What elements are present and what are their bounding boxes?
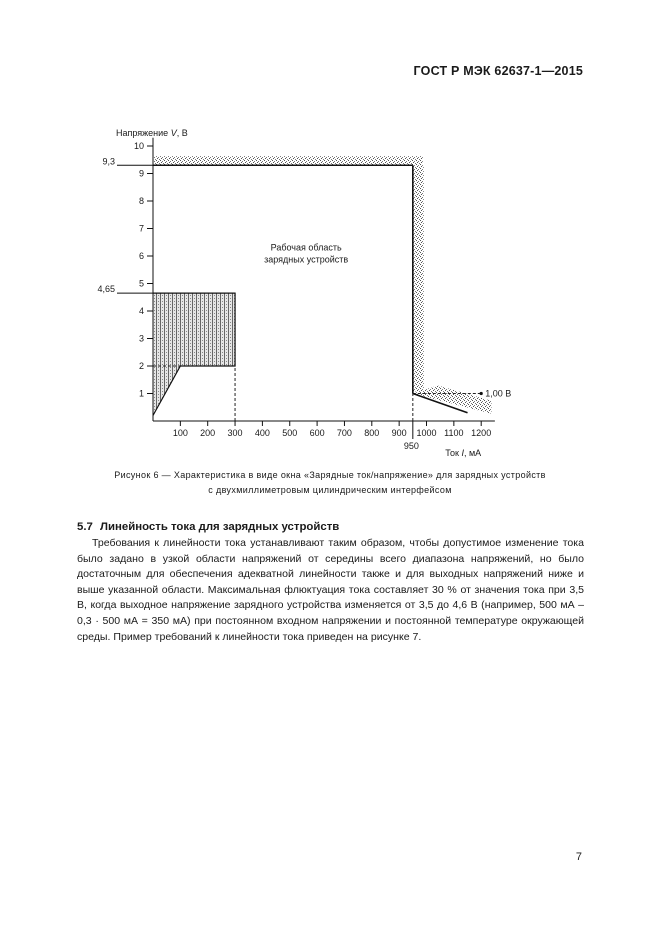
x-tick-label-1200: 1200 bbox=[471, 428, 492, 438]
y-tick-label-7: 7 bbox=[138, 223, 144, 234]
annotation-label: 1,00 В bbox=[485, 388, 512, 399]
y-extra-label-9,3: 9,3 bbox=[102, 156, 115, 167]
foldback-band bbox=[413, 386, 492, 414]
section-heading bbox=[77, 521, 339, 533]
y-tick-label-2: 2 bbox=[138, 361, 144, 371]
region-label-line-2: зарядных устройств bbox=[264, 254, 349, 265]
y-tick-label-8: 8 bbox=[138, 196, 144, 206]
x-extra-label-950: 950 bbox=[403, 441, 419, 451]
y-tick-label-10: 10 bbox=[133, 141, 144, 151]
x-tick-label-300: 300 bbox=[227, 428, 243, 438]
document-header: ГОСТ Р МЭК 62637-1—2015 bbox=[413, 64, 583, 78]
x-tick-label-600: 600 bbox=[309, 428, 325, 438]
x-tick-label-900: 900 bbox=[391, 428, 407, 438]
x-tick-label-1000: 1000 bbox=[416, 428, 437, 438]
y-tick-label-9: 9 bbox=[138, 168, 144, 179]
y-tick-label-6: 6 bbox=[138, 251, 144, 261]
right-limit-band bbox=[413, 165, 424, 391]
x-tick-label-400: 400 bbox=[254, 428, 270, 438]
y-tick-label-3: 3 bbox=[138, 333, 144, 344]
page-number: 7 bbox=[575, 851, 582, 863]
caption-line-1: Рисунок 6 — Характеристика в виде окна «Зарядные ток/напряжение» для зарядных устройств bbox=[114, 470, 546, 480]
y-tick-label-4: 4 bbox=[138, 306, 144, 316]
section-title: Линейность тока для зарядных устройств bbox=[100, 521, 340, 533]
y-axis-title: Напряжение V, В bbox=[116, 127, 188, 138]
x-tick-label-800: 800 bbox=[364, 428, 380, 438]
x-tick-label-500: 500 bbox=[282, 428, 298, 438]
y-tick-label-5: 5 bbox=[138, 278, 144, 289]
min-load-hatch bbox=[153, 293, 235, 415]
section-paragraph: Требования к линейности тока устанавливают таким образом, чтобы допустимое изменение тока было задано в узкой области напряжений от середины всего диапазона напряжений, но было достаточным для обеспечения адекватной линейности также и для выходных напряжений ниже и выше указанной области. Максимальная флюктуация тока составляет 30 % от значения тока при 3,5 В, когда выходное напряжение зарядного устройства изменяется от 3,5 до 4,6 В (например, 500 мА – 0,3 · 500 мА = 350 мА) при постоянном входном напряжении и постоянной температуре окружающей среды. Пример требований к линейности тока приведен на рисунке 7. bbox=[77, 537, 584, 643]
y-extra-label-4,65: 4,65 bbox=[97, 284, 115, 295]
top-limit-band bbox=[154, 156, 423, 165]
region-label-line-1: Рабочая область bbox=[270, 242, 342, 253]
figure-caption bbox=[40, 468, 620, 498]
x-tick-label-1100: 1100 bbox=[444, 428, 464, 438]
x-tick-label-100: 100 bbox=[172, 428, 188, 438]
y-tick-label-1: 1 bbox=[138, 388, 144, 399]
x-axis-title: Ток I, мА bbox=[445, 448, 482, 458]
x-tick-label-200: 200 bbox=[200, 428, 216, 438]
caption-line-2: с двухмиллиметровым цилиндрическим интерфейсом bbox=[208, 485, 452, 495]
section-number: 5.7 bbox=[77, 521, 93, 533]
x-tick-label-700: 700 bbox=[336, 428, 352, 438]
annotation-dot bbox=[480, 392, 483, 395]
